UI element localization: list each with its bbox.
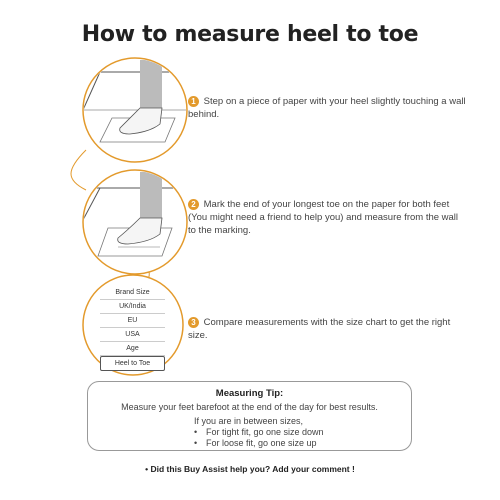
step1-illustration	[83, 58, 187, 162]
tip-intro: If you are in between sizes,	[194, 416, 304, 426]
size-row-uk: UK/India	[100, 300, 165, 314]
step-number-1: 1	[188, 96, 199, 107]
step-text-1: Step on a piece of paper with your heel slightly touching a wall behind.	[188, 96, 466, 120]
size-row-usa: USA	[100, 328, 165, 342]
step-1	[188, 95, 468, 121]
feedback-text[interactable]: Did this Buy Assist help you? Add your comment !	[150, 464, 355, 474]
step-3	[188, 316, 468, 342]
page-title: How to measure heel to toe	[81, 22, 419, 47]
step-2	[188, 198, 468, 237]
size-row-eu: EU	[100, 314, 165, 328]
step-text-2: Mark the end of your longest toe on the paper for both feet (You might need a friend to help you) and measure from the wall to the marking.	[188, 199, 459, 236]
step-number-3: 3	[188, 317, 199, 328]
tip-item-loose: • For loose fit, go one size up	[194, 438, 411, 449]
step-text-3: Compare measurements with the size chart to get the right size.	[188, 317, 451, 341]
size-chart	[100, 286, 165, 371]
tip-list	[194, 416, 411, 449]
tip-title: Measuring Tip:	[215, 388, 284, 399]
measuring-tip-box	[87, 381, 412, 451]
size-row-heel-to-toe: Heel to Toe	[100, 356, 165, 371]
size-row-brand: Brand Size	[100, 286, 165, 300]
step2-illustration	[83, 170, 187, 274]
size-row-age: Age	[100, 342, 165, 356]
tip-item-tight: • For tight fit, go one size down	[194, 427, 411, 438]
step-number-2: 2	[188, 199, 199, 210]
feedback-prompt[interactable]: • Did this Buy Assist help you? Add your comment !	[145, 464, 355, 474]
tip-text: Measure your feet barefoot at the end of the day for best results.	[121, 402, 378, 412]
